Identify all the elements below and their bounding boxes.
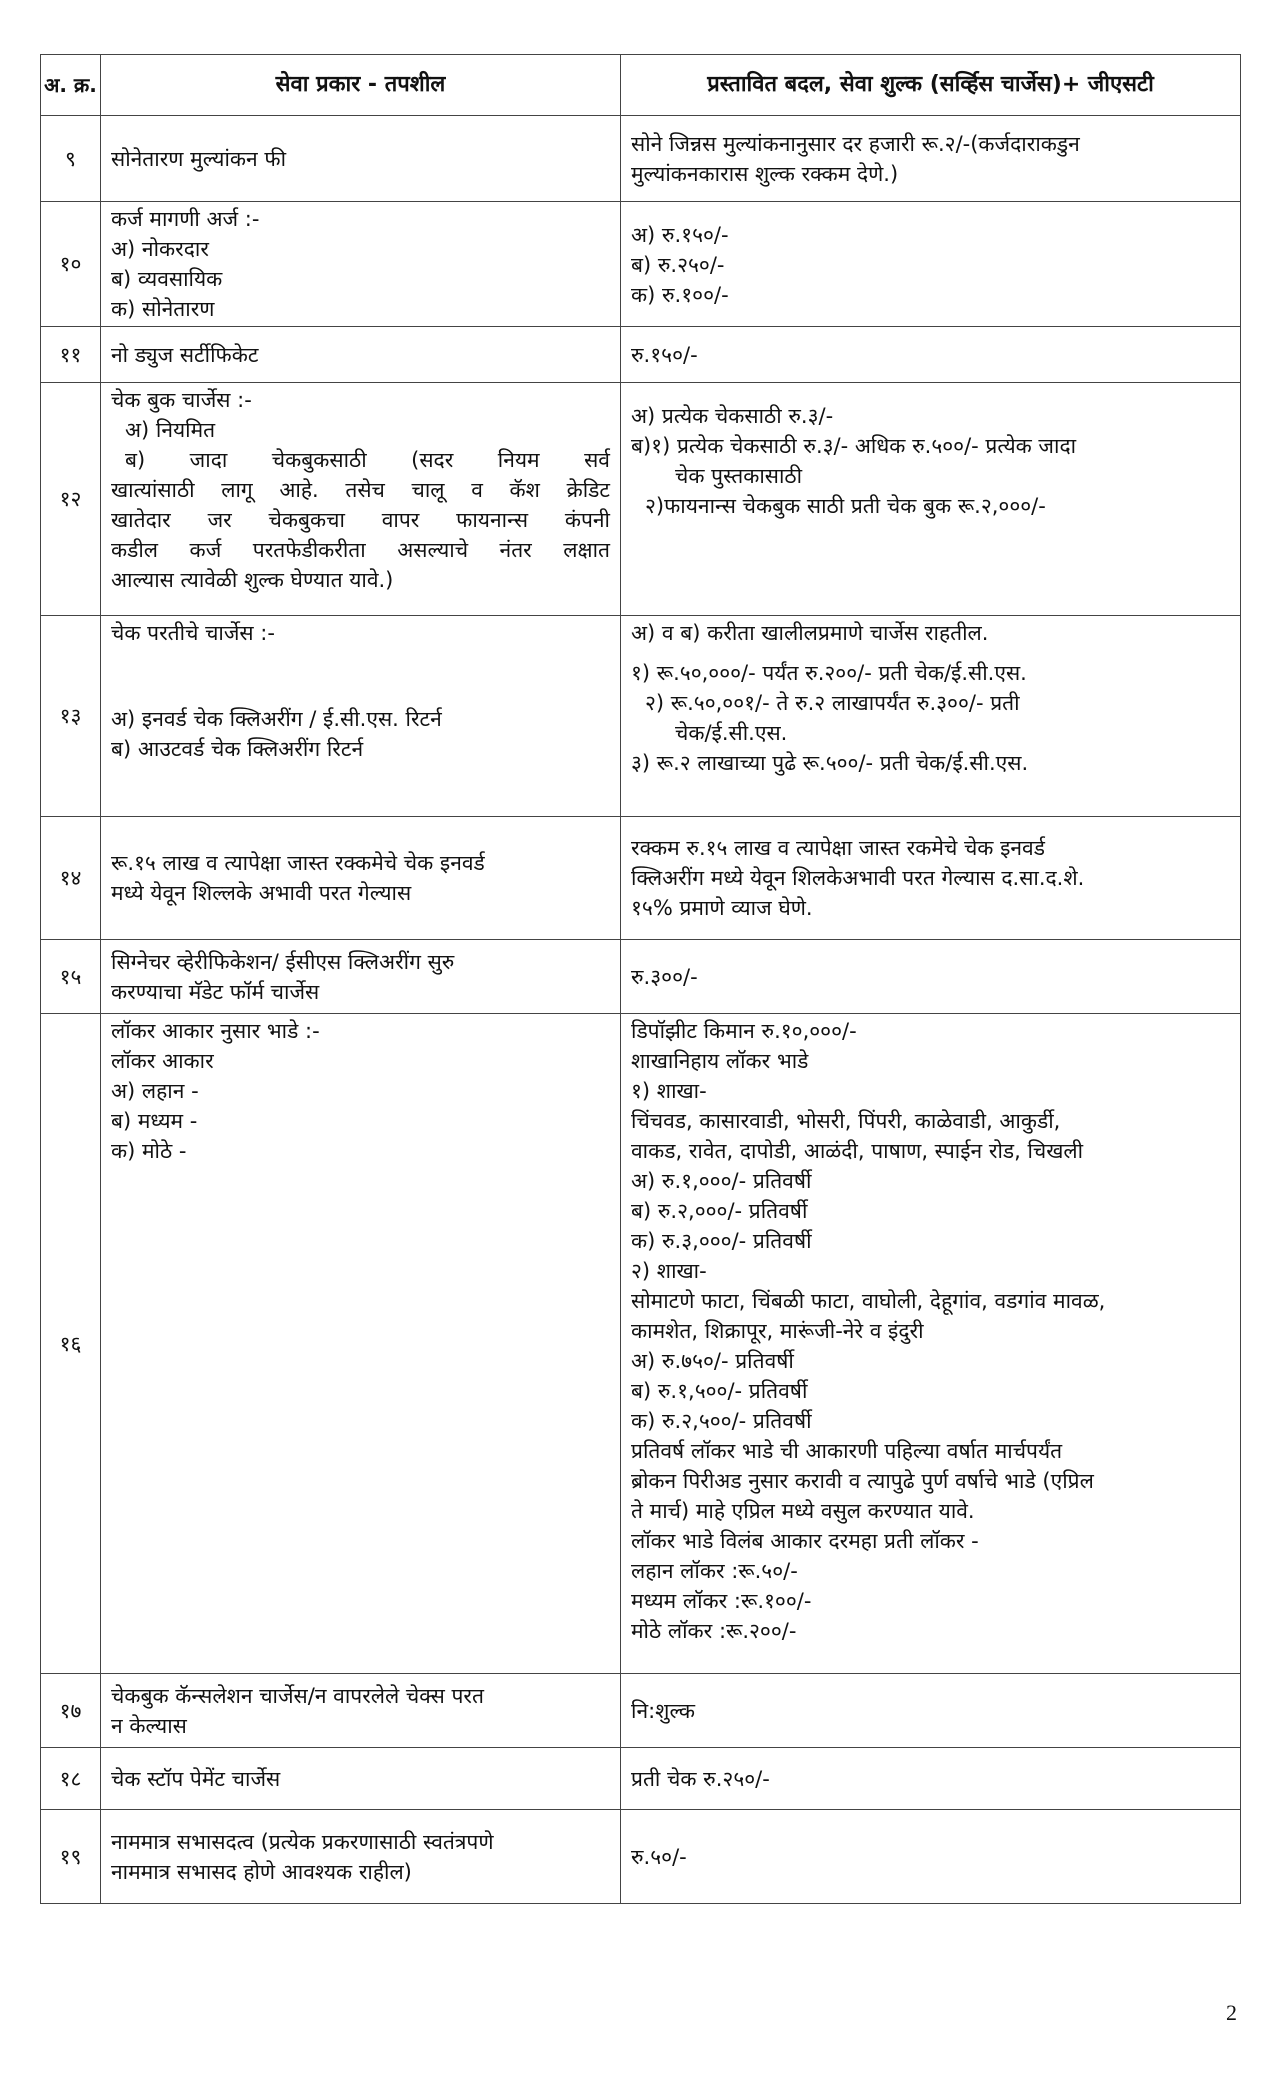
charge-line: ब्रोकन पिरीअड नुसार करावी व त्यापुढे पुर्ण वर्षाचे भाडे (एप्रिल xyxy=(631,1469,1094,1493)
service-line: अ) नोकरदार xyxy=(111,237,209,261)
service-line: अ) इनवर्ड चेक क्लिअरींग / ई.सी.एस. रिटर्न xyxy=(111,707,442,731)
service-line: अ) नियमित xyxy=(125,418,216,442)
charge-line: चिंचवड, कासारवाडी, भोसरी, पिंपरी, काळेवाडी, आकुर्डी, xyxy=(631,1109,1061,1133)
table-row xyxy=(41,202,1241,327)
charge-line: लहान लॉकर :रू.५०/- xyxy=(631,1559,798,1583)
charge-line xyxy=(631,204,1230,220)
charge-line: कामशेत, शिक्रापूर, मारूंजी-नेरे व इंदुरी xyxy=(631,1319,924,1343)
charge-line: लॉकर भाडे विलंब आकार दरमहा प्रती लॉकर - xyxy=(631,1529,979,1553)
service-detail-cell xyxy=(101,1810,621,1904)
header-serial-no: अ. क्र. xyxy=(41,55,101,116)
service-line: नाममात्र सभासद होणे आवश्यक राहील) xyxy=(111,1859,412,1884)
charge-detail-cell xyxy=(621,202,1241,327)
charge-line: प्रती चेक रु.२५०/- xyxy=(631,1766,770,1791)
charge-line: अ) रु.१,०००/- प्रतिवर्षी xyxy=(631,1169,812,1193)
serial-no: १६ xyxy=(41,1014,101,1674)
charge-line: रक्कम रु.१५ लाख व त्यापेक्षा जास्त रकमेचे चेक इनवर्ड xyxy=(631,836,1045,860)
charge-line: क) रु.१००/- xyxy=(631,283,729,307)
service-detail-cell xyxy=(101,817,621,940)
charge-line: अ) प्रत्येक चेकसाठी रु.३/- xyxy=(631,404,834,428)
table-row xyxy=(41,616,1241,817)
service-line: करण्याचा मॅडेट फॉर्म चार्जेस xyxy=(111,979,320,1004)
service-charges-table xyxy=(40,54,1241,1904)
charge-line: रु.५०/- xyxy=(631,1844,687,1869)
service-detail-cell xyxy=(101,383,621,616)
charge-line: अ) रु.७५०/- प्रतिवर्षी xyxy=(631,1349,794,1373)
service-line: सोनेतारण मुल्यांकन फी xyxy=(111,146,287,171)
charge-line: ब)१) प्रत्येक चेकसाठी रु.३/- अधिक रु.५००/- प्रत्येक जादा xyxy=(631,434,1077,458)
table-row xyxy=(41,116,1241,202)
table-header-row xyxy=(41,55,1241,116)
service-line: क) मोठे - xyxy=(111,1139,187,1163)
page-number: 2 xyxy=(1226,2000,1237,2025)
serial-no: ११ xyxy=(41,327,101,383)
charge-line: मोठे लॉकर :रू.२००/- xyxy=(631,1619,797,1643)
serial-no: १८ xyxy=(41,1748,101,1810)
service-line: खात्यांसाठी लागू आहे. तसेच चालू व कॅश क्रेडिट xyxy=(111,478,610,502)
charge-line: ब) रु.१,५००/- प्रतिवर्षी xyxy=(631,1379,808,1403)
charge-detail-cell xyxy=(621,616,1241,817)
charge-line: चेक पुस्तकासाठी xyxy=(675,464,803,488)
service-line: कर्ज मागणी अर्ज :- xyxy=(111,207,260,231)
service-detail-cell xyxy=(101,1748,621,1810)
service-detail-cell xyxy=(101,202,621,327)
charge-detail-cell xyxy=(621,116,1241,202)
charge-line: प्रतिवर्ष लॉकर भाडे ची आकारणी पहिल्या वर्षात मार्चपर्यंत xyxy=(631,1439,1063,1463)
charge-detail-cell xyxy=(621,327,1241,383)
serial-no: १० xyxy=(41,202,101,327)
charge-detail-cell xyxy=(621,1748,1241,1810)
charge-line: रु.१५०/- xyxy=(631,342,698,367)
service-line: खातेदार जर चेकबुकचा वापर फायनान्स कंपनी xyxy=(111,508,610,532)
table-row xyxy=(41,1748,1241,1810)
charge-line: १५% प्रमाणे व्याज घेणे. xyxy=(631,896,813,920)
service-detail-cell xyxy=(101,940,621,1014)
header-proposed-charge: प्रस्तावित बदल, सेवा शुल्क (सर्व्हिस चार्जेस)+ जीएसटी xyxy=(621,55,1241,116)
charge-line: सोने जिन्नस मुल्यांकनानुसार दर हजारी रू.२/-(कर्जदाराकडुन xyxy=(631,131,1080,156)
header-service-type: सेवा प्रकार - तपशील xyxy=(101,55,621,116)
table-row xyxy=(41,1810,1241,1904)
service-line: चेकबुक कॅन्सलेशन चार्जेस/न वापरलेले चेक्स परत xyxy=(111,1683,484,1708)
charge-line: मध्यम लॉकर :रू.१००/- xyxy=(631,1589,812,1613)
charge-line: वाकड, रावेत, दापोडी, आळंदी, पाषाण, स्पाईन रोड, चिखली xyxy=(631,1139,1084,1163)
charge-line: २)फायनान्स चेकबुक साठी प्रती चेक बुक रू.२,०००/- xyxy=(645,494,1046,518)
service-line: ब) व्यवसायिक xyxy=(111,267,223,291)
charge-line: २) शाखा- xyxy=(631,1259,707,1283)
service-detail-cell xyxy=(101,327,621,383)
charge-line: मुल्यांकनकारास शुल्क रक्कम देणे.) xyxy=(631,161,899,186)
charge-line: २) रू.५०,००१/- ते रु.२ लाखापर्यंत रु.३००/- प्रती xyxy=(645,691,1020,715)
charge-line: क) रु.३,०००/- प्रतिवर्षी xyxy=(631,1229,812,1253)
charge-detail-cell xyxy=(621,1674,1241,1748)
charge-line: अ) व ब) करीता खालीलप्रमाणे चार्जेस राहतील. xyxy=(631,621,989,645)
serial-no: ९ xyxy=(41,116,101,202)
service-line: चेक बुक चार्जेस :- xyxy=(111,388,252,412)
service-detail-cell xyxy=(101,116,621,202)
table-row xyxy=(41,327,1241,383)
serial-no: १३ xyxy=(41,616,101,817)
service-line: न केल्यास xyxy=(111,1713,187,1738)
service-detail-cell xyxy=(101,1014,621,1674)
charge-line: क्लिअरींग मध्ये येवून शिलकेअभावी परत गेल्यास द.सा.द.शे. xyxy=(631,866,1085,890)
service-line: नाममात्र सभासदत्व (प्रत्येक प्रकरणासाठी स्वतंत्रपणे xyxy=(111,1829,494,1854)
service-line: नो ड्युज सर्टीफिकेट xyxy=(111,342,259,367)
service-line: क) सोनेतारण xyxy=(111,297,215,321)
charge-line: क) रु.२,५००/- प्रतिवर्षी xyxy=(631,1409,812,1433)
service-line: ब) मध्यम - xyxy=(111,1109,198,1133)
charge-line: अ) रु.१५०/- xyxy=(631,223,729,247)
service-line: ब) आउटवर्ड चेक क्लिअरींग रिटर्न xyxy=(111,737,364,761)
charge-line: चेक/ई.सी.एस. xyxy=(675,721,788,745)
table-row xyxy=(41,1674,1241,1748)
charge-line: ते मार्च) माहे एप्रिल मध्ये वसुल करण्यात यावे. xyxy=(631,1499,975,1523)
serial-no: १४ xyxy=(41,817,101,940)
charge-line: १) रू.५०,०००/- पर्यंत रु.२००/- प्रती चेक/ई.सी.एस. xyxy=(631,661,1027,685)
service-line: चेक स्टॉप पेमेंट चार्जेस xyxy=(111,1766,281,1791)
serial-no: १९ xyxy=(41,1810,101,1904)
charge-detail-cell xyxy=(621,1810,1241,1904)
serial-no: १५ xyxy=(41,940,101,1014)
serial-no: १२ xyxy=(41,383,101,616)
charge-detail-cell xyxy=(621,940,1241,1014)
charge-line: ब) रु.२५०/- xyxy=(631,253,725,277)
service-line: ब) जादा चेकबुकसाठी (सदर नियम सर्व xyxy=(125,448,610,472)
table-row xyxy=(41,817,1241,940)
table-row xyxy=(41,383,1241,616)
service-line: मध्ये येवून शिल्लके अभावी परत गेल्यास xyxy=(111,881,412,905)
charge-detail-cell xyxy=(621,1014,1241,1674)
charge-line: शाखानिहाय लॉकर भाडे xyxy=(631,1049,809,1073)
serial-no: १७ xyxy=(41,1674,101,1748)
table-row xyxy=(41,1014,1241,1674)
service-line: लॉकर आकार नुसार भाडे :- xyxy=(111,1019,320,1043)
charge-line xyxy=(631,385,1230,401)
service-line: रू.१५ लाख व त्यापेक्षा जास्त रक्कमेचे चेक इनवर्ड xyxy=(111,851,485,875)
table-row xyxy=(41,940,1241,1014)
service-detail-cell xyxy=(101,616,621,817)
charge-line: डिपॉझीट किमान रु.१०,०००/- xyxy=(631,1019,857,1043)
service-line: सिग्नेचर व्हेरीफिकेशन/ ईसीएस क्लिअरींग सुरु xyxy=(111,949,455,974)
charge-line: ब) रु.२,०००/- प्रतिवर्षी xyxy=(631,1199,808,1223)
service-line: चेक परतीचे चार्जेस :- xyxy=(111,621,275,645)
service-line: लॉकर आकार xyxy=(111,1049,214,1073)
charge-detail-cell xyxy=(621,383,1241,616)
service-line xyxy=(111,648,610,664)
service-line: आल्यास त्यावेळी शुल्क घेण्यात यावे.) xyxy=(111,568,394,592)
charge-line: नि:शुल्क xyxy=(631,1698,696,1723)
charge-line: ३) रू.२ लाखाच्या पुढे रू.५००/- प्रती चेक/ई.सी.एस. xyxy=(631,751,1029,775)
service-detail-cell xyxy=(101,1674,621,1748)
service-line: अ) लहान - xyxy=(111,1079,199,1103)
service-line: कडील कर्ज परतफेडीकरीता असल्याचे नंतर लक्षात xyxy=(111,538,610,562)
charge-line: सोमाटणे फाटा, चिंबळी फाटा, वाघोली, देहूगांव, वडगांव मावळ, xyxy=(631,1289,1106,1313)
charge-detail-cell xyxy=(621,817,1241,940)
charge-line: रु.३००/- xyxy=(631,964,698,989)
charge-line: १) शाखा- xyxy=(631,1079,707,1103)
